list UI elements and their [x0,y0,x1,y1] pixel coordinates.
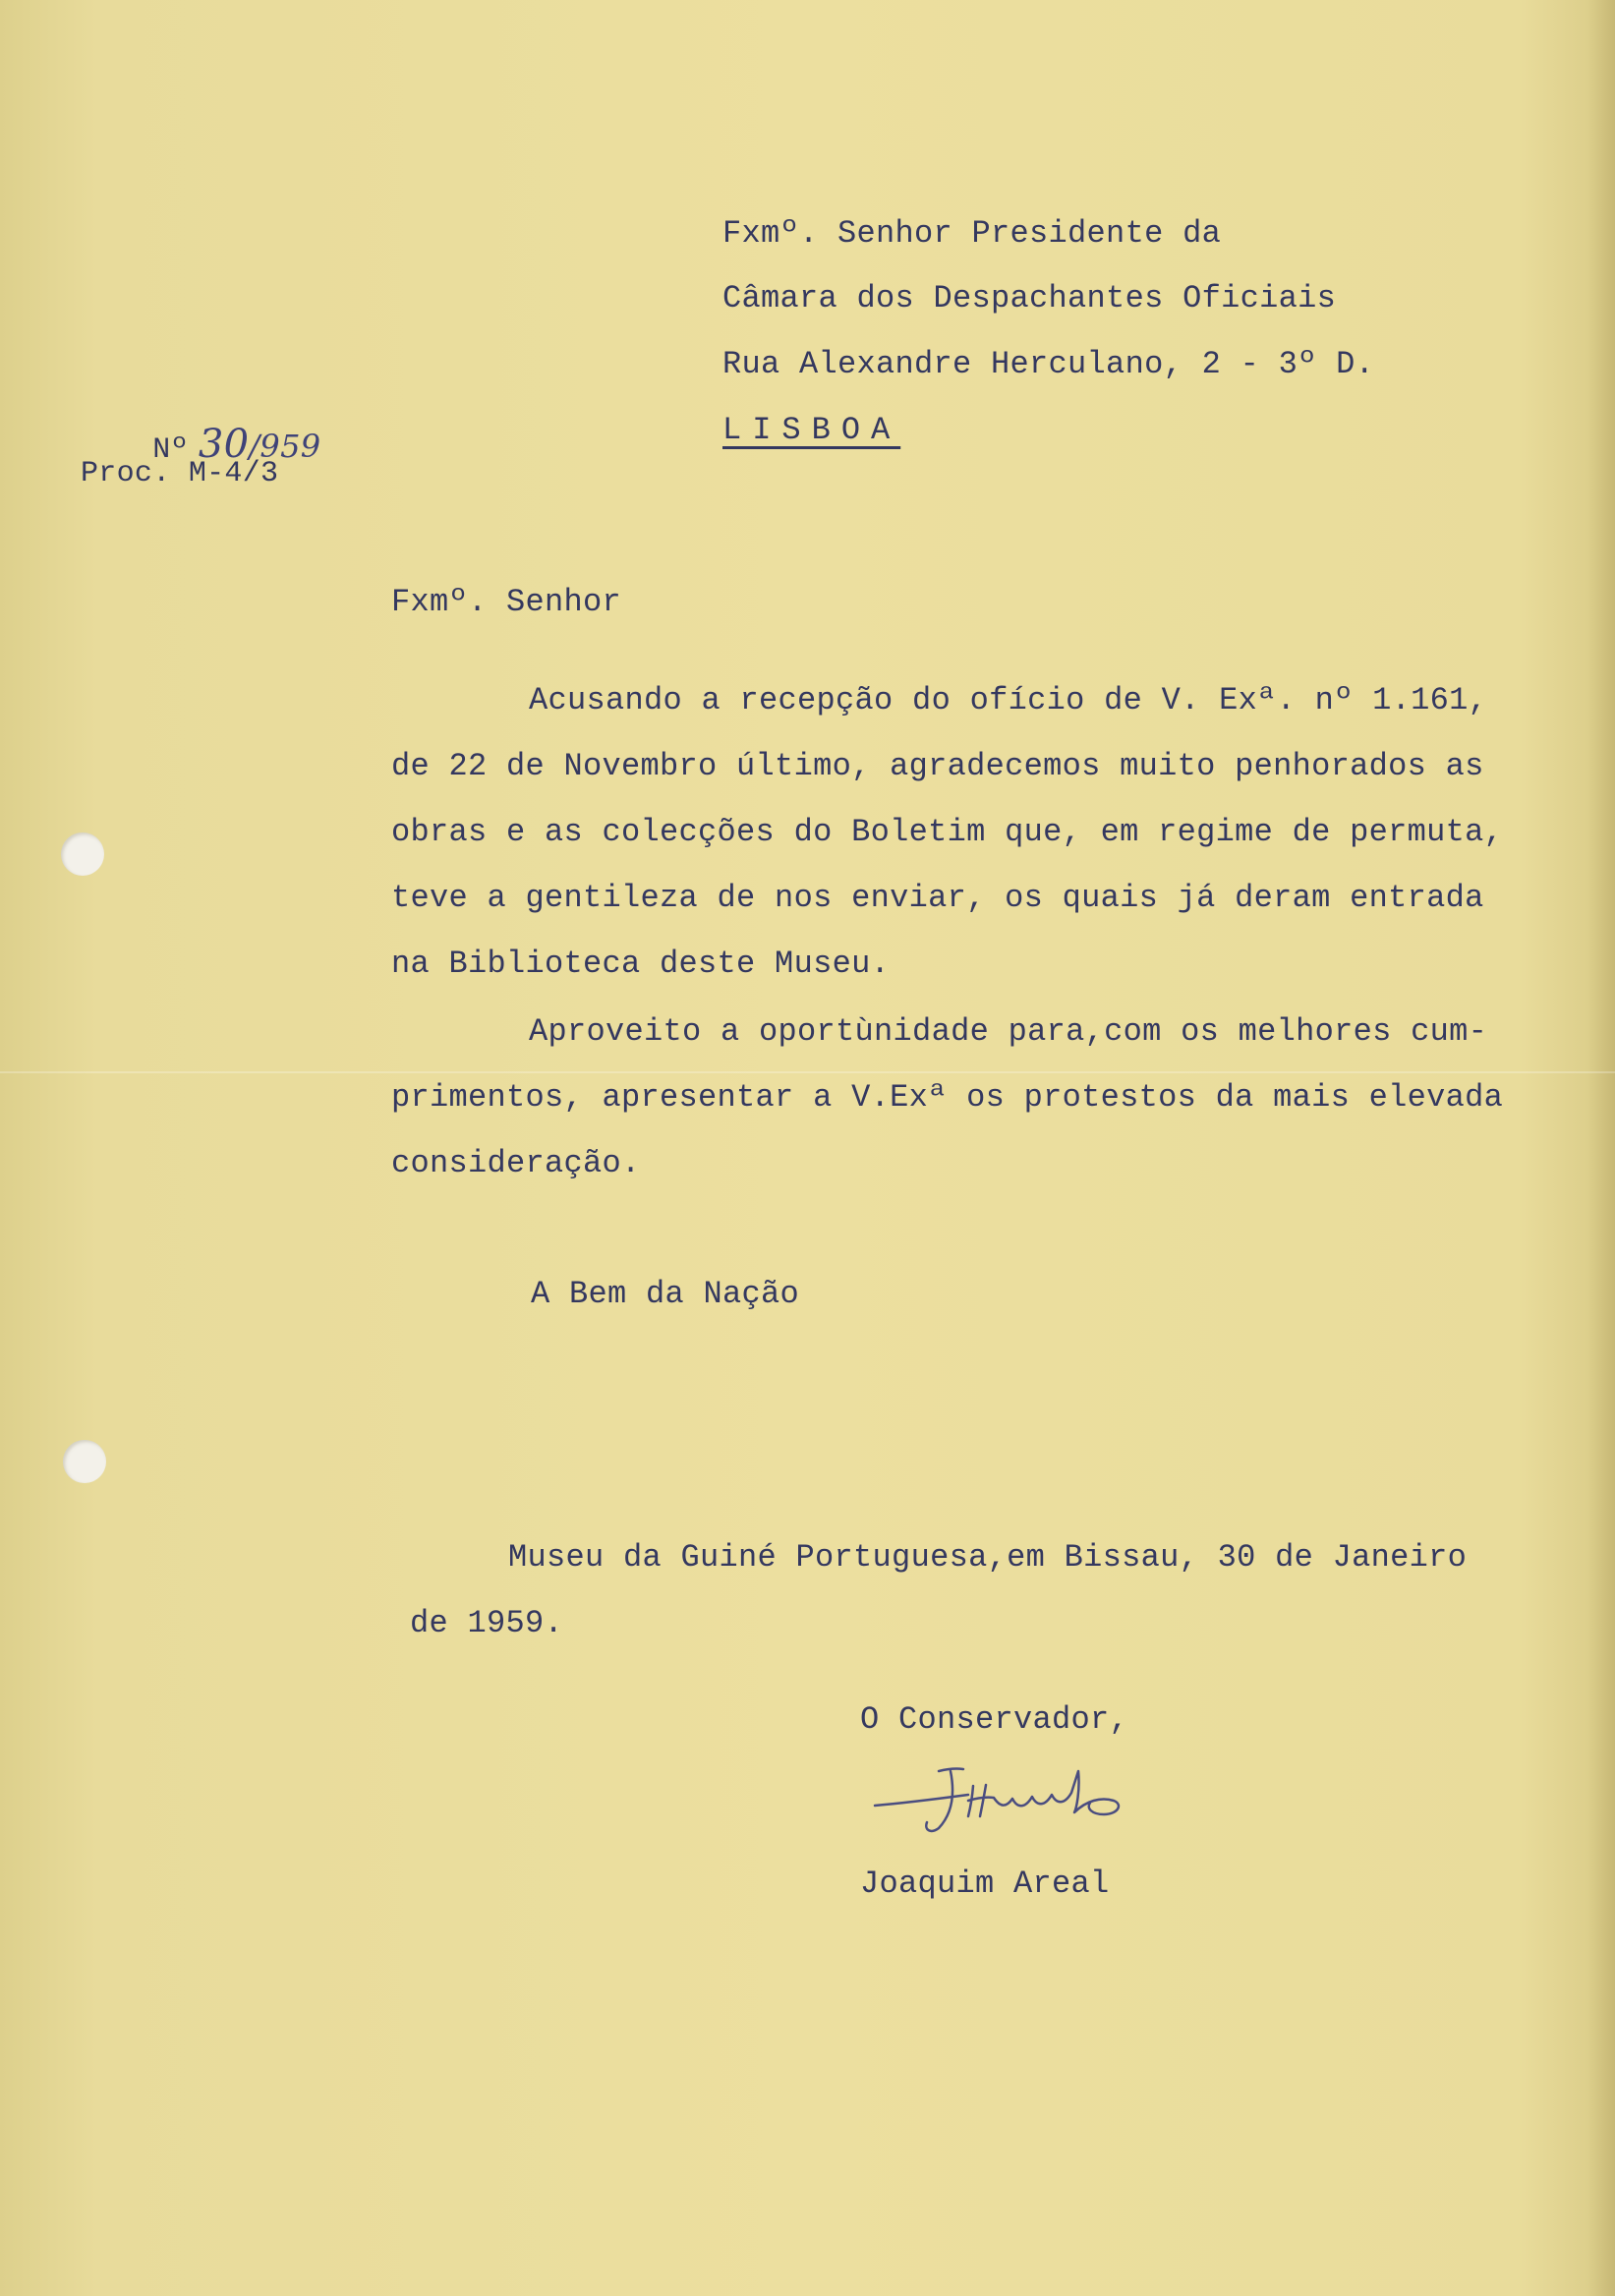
reference-number-prefix: Nº [152,433,189,467]
paragraph-1-line-1: Acusando a recepção do ofício de V. Exª. nº 1.161, [529,682,1488,718]
recipient-line-1: Fxmº. Senhor Presidente da [722,215,1222,252]
paragraph-1-line-5: na Biblioteca deste Museu. [391,946,891,982]
paragraph-1-line-4: teve a gentileza de nos enviar, os quais já deram entrada [391,880,1484,916]
paragraph-2-line-1: Aproveito a oportùnidade para,com os melhores cum- [529,1013,1488,1050]
salutation: Fxmº. Senhor [391,584,622,620]
signatory-title: O Conservador, [860,1701,1129,1738]
closing-formula: A Bem da Nação [531,1276,800,1312]
paragraph-1-line-3: obras e as colecções do Boletim que, em regime de permuta, [391,814,1504,850]
signatory-name: Joaquim Areal [860,1866,1110,1902]
reference-number-year: /959 [249,428,321,465]
paper-edge-shadow [1587,0,1615,2296]
reference-process: Proc. M-4/3 [81,457,279,490]
recipient-line-3: Rua Alexandre Herculano, 2 - 3º D. [722,346,1375,382]
handwritten-signature [870,1751,1150,1840]
recipient-city: LISBOA [722,412,901,448]
punch-hole-bottom [63,1440,106,1483]
reference-number-handwritten: 30 [198,422,250,467]
paragraph-1-line-2: de 22 de Novembro último, agradecemos muito penhorados as [391,748,1484,784]
paragraph-2-line-2: primentos, apresentar a V.Exª os protestos da mais elevada [391,1079,1504,1116]
place-date-line-2: de 1959. [410,1605,564,1641]
paragraph-2-line-3: consideração. [391,1145,641,1181]
recipient-line-2: Câmara dos Despachantes Oficiais [722,280,1337,316]
paper-crease [0,1071,1615,1073]
punch-hole-top [61,832,104,876]
place-date-line-1: Museu da Guiné Portuguesa,em Bissau, 30 de Janeiro [508,1539,1468,1576]
